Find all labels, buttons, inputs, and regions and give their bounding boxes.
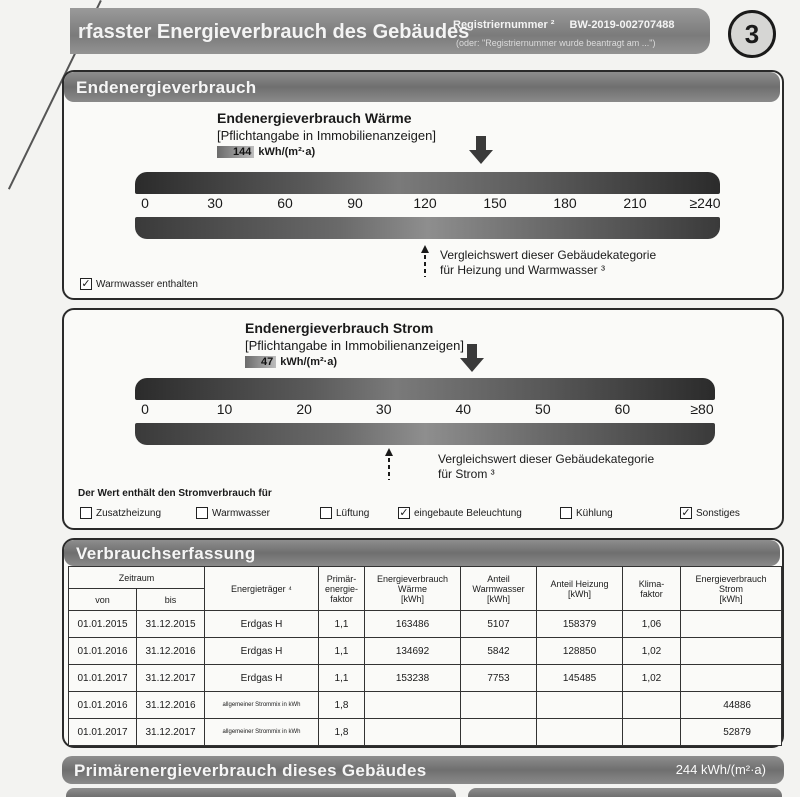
verbrauch-section-header (64, 540, 780, 566)
col-primaer: Primär- energie- faktor (319, 567, 365, 611)
strom-option-checkbox[interactable]: ✓ (399, 507, 409, 519)
table-cell: 31.12.2016 (137, 692, 205, 719)
scale-tick-label: 40 (455, 401, 472, 417)
strom-option-label: eingebaute Beleuchtung (414, 507, 522, 519)
scale-tick-label: 30 (207, 195, 223, 211)
table-cell: 1,02 (623, 665, 681, 692)
strom-title: Endenergieverbrauch Strom (245, 320, 434, 336)
table-cell: 1,02 (623, 638, 681, 665)
table-cell: 153238 (365, 665, 461, 692)
strom-option-row[interactable] (398, 507, 522, 519)
waerme-heading (217, 110, 436, 158)
primaer-section-title: Primärenergieverbrauch dieses Gebäudes (74, 761, 427, 780)
table-cell: 128850 (537, 638, 623, 665)
table-cell: 44886 (681, 692, 782, 719)
col-klima: Klima- faktor (623, 567, 681, 611)
strom-value-row (245, 356, 464, 368)
scale-tick-label: ≥80 (690, 401, 714, 417)
table-cell (365, 692, 461, 719)
table-cell: 1,8 (319, 692, 365, 719)
table-cell: 163486 (365, 611, 461, 638)
col-waerme: Energieverbrauch Wärme [kWh] (365, 567, 461, 611)
waerme-subtitle: [Pflichtangabe in Immobilienanzeigen] (217, 128, 436, 143)
table-cell: 134692 (365, 638, 461, 665)
table-cell: Erdgas H (205, 665, 319, 692)
endenergie-section-header (64, 72, 780, 102)
table-row (69, 665, 782, 692)
strom-reference-text (438, 452, 654, 482)
scale-tick-label: ≥240 (689, 195, 721, 211)
table-cell: 5842 (461, 638, 537, 665)
primaer-value: 244 kWh/(m²·a) (675, 762, 766, 777)
strom-option-checkbox[interactable]: ✓ (681, 507, 691, 519)
col-warmwasser: Anteil Warmwasser [kWh] (461, 567, 537, 611)
registry-note: (oder: "Registriernummer wurde beantragt am ...") (456, 38, 656, 48)
registry-number: BW-2019-002707488 (569, 19, 675, 31)
waerme-scale-band-top (135, 172, 720, 194)
strom-includes-label: Der Wert enthält den Stromverbrauch für (78, 488, 272, 499)
strom-option-label: Warmwasser (212, 507, 270, 519)
strom-value: 47 (245, 356, 276, 368)
waerme-title: Endenergieverbrauch Wärme (217, 110, 412, 126)
strom-option-label: Sonstiges (696, 507, 740, 519)
scale-tick-label: 210 (623, 195, 647, 211)
strom-scale-band-bottom (135, 423, 715, 445)
table-cell (537, 719, 623, 746)
waerme-reference-line2: für Heizung und Warmwasser ³ (440, 263, 605, 277)
scale-tick-label: 10 (216, 401, 233, 417)
waerme-value-row (217, 146, 436, 158)
page-header (70, 8, 710, 54)
primaer-section-header (62, 756, 784, 784)
table-cell: 31.12.2016 (137, 638, 205, 665)
registry-line (453, 19, 675, 31)
warmwasser-enthalten-row[interactable] (80, 278, 198, 290)
table-cell: 1,06 (623, 611, 681, 638)
table-cell: 01.01.2017 (69, 665, 137, 692)
page-number-badge: 3 (728, 10, 776, 58)
strom-option-row[interactable] (196, 507, 270, 519)
scale-tick-label: 60 (614, 401, 631, 417)
verbrauch-table (68, 566, 782, 746)
waerme-value: 144 (217, 146, 254, 158)
strom-option-label: Lüftung (336, 507, 370, 519)
strom-option-label: Kühlung (576, 507, 613, 519)
waerme-scale-band-bottom (135, 217, 720, 239)
waerme-reference-text (440, 248, 656, 278)
col-zeitraum: Zeitraum (69, 567, 205, 589)
col-heizung: Anteil Heizung [kWh] (537, 567, 623, 611)
verbrauch-table-body (69, 611, 782, 746)
table-row (69, 611, 782, 638)
table-cell: 01.01.2015 (69, 611, 137, 638)
table-header-row (69, 567, 782, 589)
strom-option-checkbox[interactable] (196, 507, 208, 519)
table-cell (461, 719, 537, 746)
scale-tick-label: 0 (141, 195, 149, 211)
scale-tick-label: 90 (347, 195, 363, 211)
strom-reference-line1: Vergleichswert dieser Gebäudekategorie (438, 452, 655, 466)
col-strom: Energieverbrauch Strom [kWh] (681, 567, 782, 611)
page-title: rfasster Energieverbrauch des Gebäudes (78, 21, 470, 43)
registry-label: Registriernummer ² (453, 19, 555, 31)
table-row (69, 692, 782, 719)
table-cell: 1,8 (319, 719, 365, 746)
next-section-tab-right (468, 788, 782, 797)
table-cell: 01.01.2017 (69, 719, 137, 746)
table-cell (623, 719, 681, 746)
waerme-reference-line1: Vergleichswert dieser Gebäudekategorie (440, 248, 657, 262)
table-cell: Erdgas H (205, 611, 319, 638)
table-cell: 31.12.2017 (137, 719, 205, 746)
table-cell: 01.01.2016 (69, 692, 137, 719)
strom-option-label: Zusatzheizung (96, 507, 162, 519)
scale-tick-label: 0 (141, 401, 149, 417)
next-section-tab-left (66, 788, 456, 797)
strom-heading (245, 320, 464, 368)
warmwasser-enthalten-label: Warmwasser enthalten (96, 278, 198, 290)
strom-option-checkbox[interactable] (320, 507, 332, 519)
table-row (69, 719, 782, 746)
table-cell: 5107 (461, 611, 537, 638)
table-cell: Erdgas H (205, 638, 319, 665)
col-bis: bis (137, 589, 205, 611)
waerme-scale-ticks (141, 195, 721, 215)
strom-option-row[interactable] (320, 507, 369, 519)
scale-tick-label: 30 (375, 401, 392, 417)
table-cell (537, 692, 623, 719)
scale-tick-label: 180 (553, 195, 577, 211)
scale-tick-label: 20 (296, 401, 312, 417)
table-cell: 158379 (537, 611, 623, 638)
col-von: von (69, 589, 137, 611)
table-cell: allgemeiner Strommix in kWh (205, 692, 319, 719)
table-cell: allgemeiner Strommix in kWh (205, 719, 319, 746)
warmwasser-enthalten-checkbox[interactable]: ✓ (81, 278, 91, 290)
strom-unit: kWh/(m²·a) (280, 356, 338, 368)
table-cell: 52879 (681, 719, 782, 746)
strom-option-row[interactable] (560, 507, 613, 519)
scale-tick-label: 60 (277, 195, 293, 211)
table-cell: 7753 (461, 665, 537, 692)
strom-reference-line2: für Strom ³ (438, 467, 495, 481)
table-row (69, 638, 782, 665)
scale-tick-label: 120 (413, 195, 437, 211)
strom-subtitle: [Pflichtangabe in Immobilienanzeigen] (245, 338, 464, 353)
strom-option-checkbox[interactable] (560, 507, 572, 519)
table-cell: 1,1 (319, 665, 365, 692)
table-cell: 1,1 (319, 611, 365, 638)
strom-scale-band-top (135, 378, 715, 400)
strom-scale-ticks (141, 401, 714, 421)
table-cell (623, 692, 681, 719)
scale-tick-label: 50 (535, 401, 551, 417)
table-cell: 31.12.2017 (137, 665, 205, 692)
table-cell (681, 638, 782, 665)
table-cell: 145485 (537, 665, 623, 692)
table-cell (461, 692, 537, 719)
col-energietraeger: Energieträger ⁴ (205, 567, 319, 611)
table-cell: 1,1 (319, 638, 365, 665)
strom-option-row[interactable] (80, 507, 161, 519)
table-cell (365, 719, 461, 746)
table-cell: 31.12.2015 (137, 611, 205, 638)
strom-option-row[interactable] (680, 507, 740, 519)
table-cell (681, 665, 782, 692)
table-cell (681, 611, 782, 638)
strom-option-checkbox[interactable] (80, 507, 92, 519)
verbrauch-section-title: Verbrauchserfassung (76, 544, 256, 563)
scale-tick-label: 150 (483, 195, 507, 211)
waerme-unit: kWh/(m²·a) (258, 146, 316, 158)
table-cell: 01.01.2016 (69, 638, 137, 665)
endenergie-section-title: Endenergieverbrauch (76, 78, 257, 97)
